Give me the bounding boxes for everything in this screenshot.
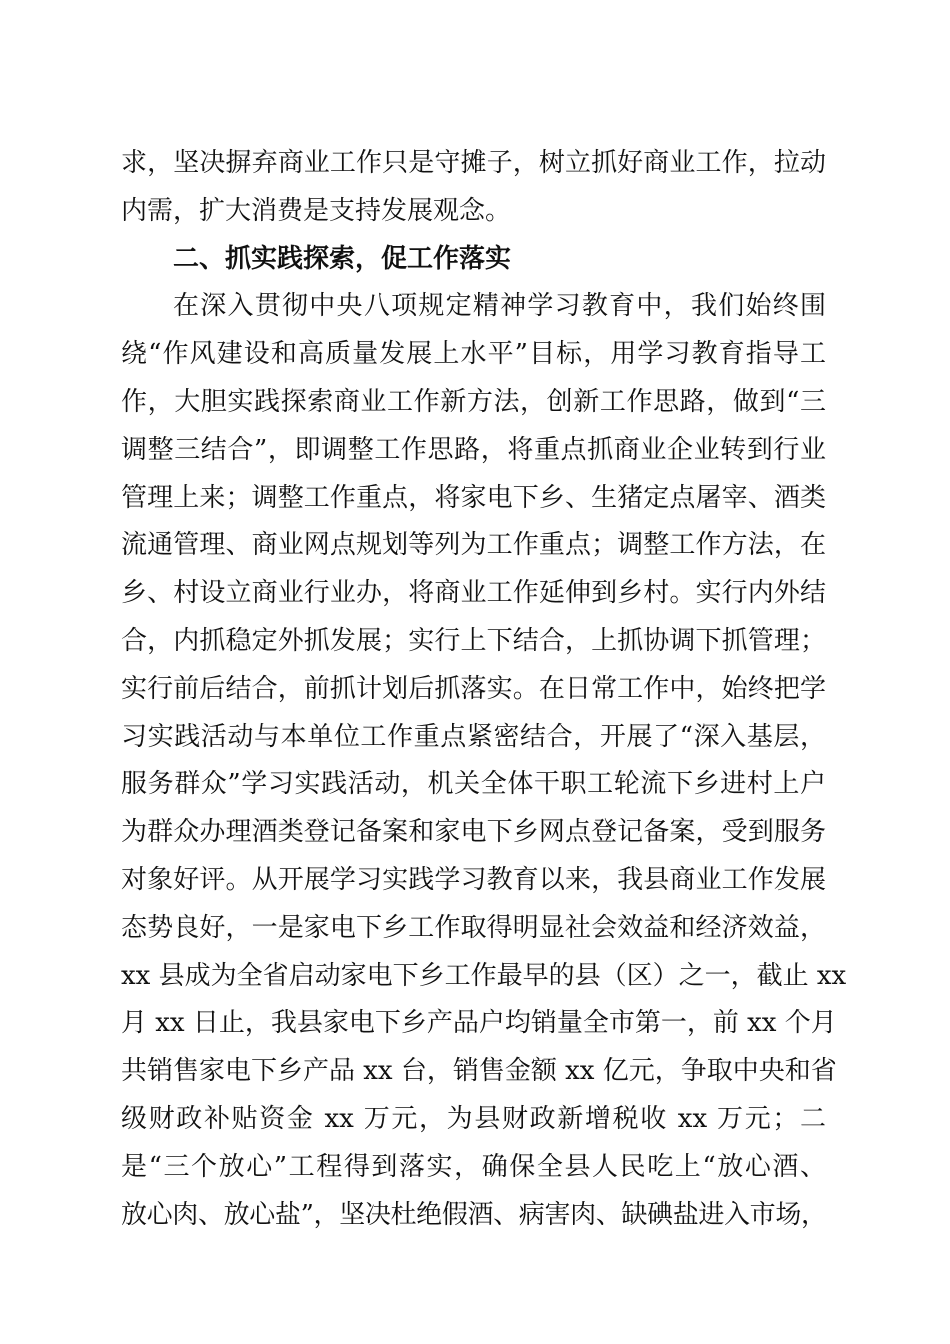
paragraph-2-line-6: 流通管理、商业网点规划等列为工作重点；调整工作方法，在 (121, 530, 826, 561)
paragraph-2-line-2: 绕“作风建设和高质量发展上水平”目标，用学习教育指导工 (121, 339, 826, 370)
paragraph-2-line-10: 习实践活动与本单位工作重点紧密结合，开展了“深入基层， (121, 721, 826, 752)
document-body (121, 140, 847, 1239)
paragraph-1-line-1: 求，坚决摒弃商业工作只是守摊子，树立抓好商业工作，拉动 (121, 148, 826, 178)
section-heading: 二、抓实践探索，促工作落实 (173, 243, 512, 274)
paragraph-2-line-8: 合，内抓稳定外抓发展；实行上下结合，上抓协调下抓管理； (121, 625, 826, 656)
paragraph-1-line-2: 内需，扩大消费是支持发展观念。 (121, 195, 512, 226)
paragraph-2-line-1: 在深入贯彻中央八项规定精神学习教育中，我们始终围 (173, 291, 826, 322)
paragraph-2-line-9: 实行前后结合，前抓计划后抓落实。在日常工作中，始终把学 (121, 673, 826, 704)
paragraph-2-line-3: 作，大胆实践探索商业工作新方法，创新工作思路，做到“三 (121, 386, 826, 417)
paragraph-2-line-18: 级财政补贴资金 xx 万元，为县财政新增税收 xx 万元；二 (121, 1103, 826, 1134)
paragraph-2-line-14: 态势良好，一是家电下乡工作取得明显社会效益和经济效益， (121, 912, 826, 943)
paragraph-2-line-7: 乡、村设立商业行业办，将商业工作延伸到乡村。实行内外结 (121, 578, 826, 609)
paragraph-2-line-11: 服务群众”学习实践活动，机关全体干职工轮流下乡进村上户 (121, 769, 826, 800)
paragraph-2-line-5: 管理上来；调整工作重点，将家电下乡、生猪定点屠宰、酒类 (121, 482, 826, 513)
paragraph-2-line-4: 调整三结合”，即调整工作思路，将重点抓商业企业转到行业 (121, 434, 826, 465)
paragraph-2-line-20: 放心肉、放心盐”，坚决杜绝假酒、病害肉、缺碘盐进入市场， (121, 1199, 826, 1230)
paragraph-2-line-12: 为群众办理酒类登记备案和家电下乡网点登记备案，受到服务 (121, 817, 826, 848)
paragraph-2-line-15: xx 县成为全省启动家电下乡工作最早的县（区）之一，截止 xx (121, 960, 847, 991)
paragraph-2-line-17: 共销售家电下乡产品 xx 台，销售金额 xx 亿元，争取中央和省 (121, 1056, 837, 1087)
paragraph-2-line-16: 月 xx 日止，我县家电下乡产品户均销量全市第一，前 xx 个月 (121, 1008, 837, 1039)
paragraph-2-line-13: 对象好评。从开展学习实践学习教育以来，我县商业工作发展 (121, 864, 826, 895)
paragraph-2-line-19: 是“三个放心”工程得到落实，确保全县人民吃上“放心酒、 (121, 1151, 826, 1182)
